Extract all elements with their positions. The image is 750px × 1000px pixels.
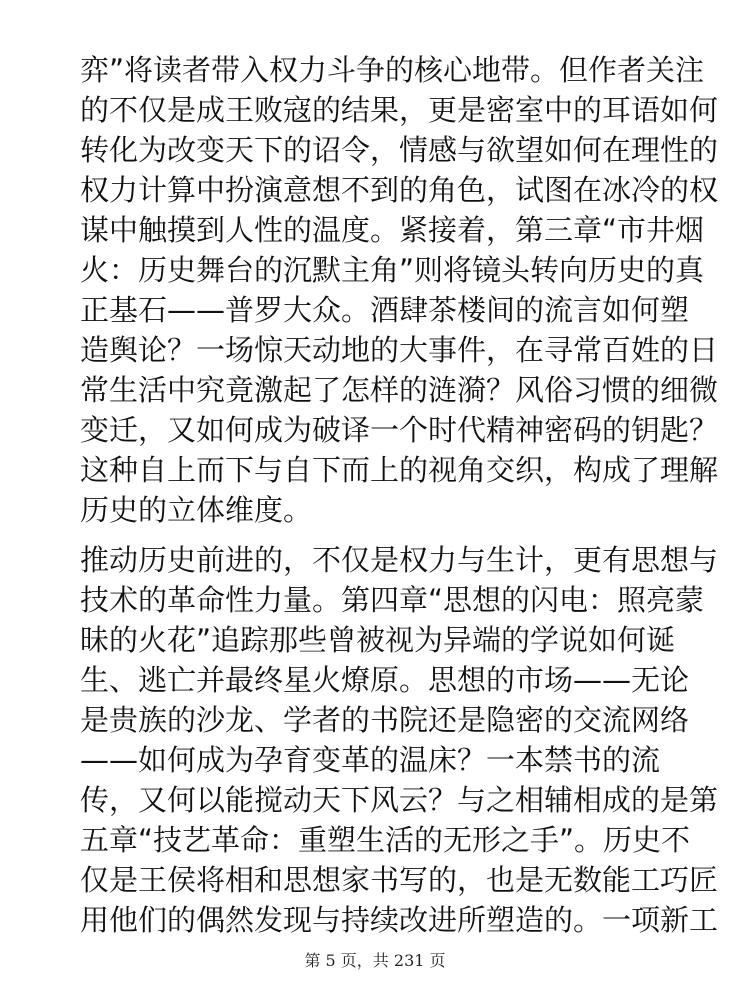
- text-line: 变迁，又如何成为破译一个时代精神密码的钥匙？: [80, 413, 719, 447]
- text-line: 传，又何以能搅动天下风云？与之相辅相成的是第: [80, 783, 719, 817]
- text-line: 常生活中究竟激起了怎样的涟漪？风俗习惯的细微: [80, 373, 719, 407]
- text-line: 的不仅是成王败寇的结果，更是密室中的耳语如何: [80, 93, 719, 127]
- text-line: 谋中触摸到人性的温度。紧接着，第三章“市井烟: [80, 213, 705, 247]
- text-line: 正基石——普罗大众。酒肆茶楼间的流言如何塑: [80, 293, 690, 327]
- text-line: 弈”将读者带入权力斗争的核心地带。但作者关注: [80, 53, 705, 87]
- text-line: 是贵族的沙龙、学者的书院还是隐密的交流网络: [80, 703, 690, 737]
- text-line: 用他们的偶然发现与持续改进所塑造的。一项新工: [80, 903, 719, 937]
- text-line: 五章“技艺革命：重塑生活的无形之手”。历史不: [80, 823, 691, 857]
- text-line: 生、逃亡并最终星火燎原。思想的市场——无论: [80, 663, 690, 697]
- text-line: 造舆论？一场惊天动地的大事件，在寻常百姓的日: [80, 333, 719, 367]
- text-line: 技术的革命性力量。第四章“思想的闪电：照亮蒙: [80, 583, 705, 617]
- text-line: 仅是王侯将相和思想家书写的，也是无数能工巧匠: [80, 863, 719, 897]
- body-text: [80, 50, 719, 940]
- text-line: 昧的火花”追踪那些曾被视为异端的学说如何诞: [80, 623, 676, 657]
- text-line: 这种自上而下与自下而上的视角交织，构成了理解: [80, 453, 719, 487]
- text-line: 推动历史前进的，不仅是权力与生计，更有思想与: [80, 543, 719, 577]
- text-line: 火：历史舞台的沉默主角”则将镜头转向历史的真: [80, 253, 705, 287]
- text-line: 权力计算中扮演意想不到的角色，试图在冰冷的权: [80, 173, 719, 207]
- text-line: 转化为改变天下的诏令，情感与欲望如何在理性的: [80, 133, 719, 167]
- paragraph: [80, 540, 719, 940]
- text-line: 历史的立体维度。: [80, 493, 313, 527]
- text-line: ——如何成为孕育变革的温床？一本禁书的流: [80, 743, 661, 777]
- page-footer: 第 5 页，共 231 页: [304, 951, 446, 970]
- paragraph: [80, 50, 719, 530]
